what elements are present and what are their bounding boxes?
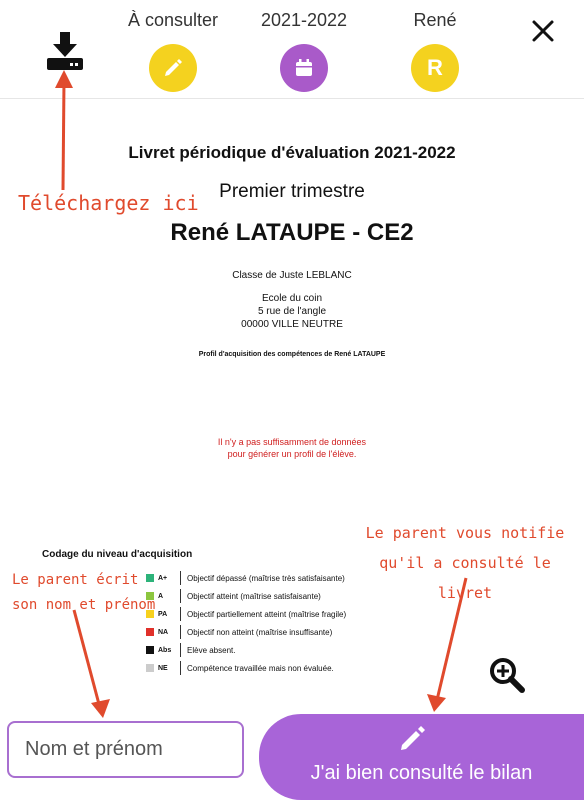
confirm-consulted-button[interactable] bbox=[259, 714, 584, 800]
confirm-label: J'ai bien consulté le bilan bbox=[310, 762, 533, 784]
pencil-icon bbox=[162, 57, 184, 79]
download-icon[interactable] bbox=[44, 32, 86, 72]
report-period: Premier trimestre bbox=[219, 181, 365, 202]
legend-divider bbox=[180, 643, 181, 657]
avatar-letter: R bbox=[427, 55, 443, 80]
name-input[interactable] bbox=[7, 721, 244, 778]
tab-student[interactable] bbox=[370, 8, 500, 92]
student-avatar[interactable] bbox=[411, 44, 459, 92]
tab-school-year[interactable] bbox=[239, 8, 369, 92]
annotation-line: qu'il a consulté le livret bbox=[379, 554, 551, 602]
legend-title: Codage du niveau d'acquisition bbox=[42, 549, 193, 560]
legend-swatch bbox=[146, 646, 154, 654]
tab-school-year-label: 2021-2022 bbox=[260, 10, 348, 30]
legend-row bbox=[42, 641, 372, 659]
tab-student-label: René bbox=[413, 10, 457, 30]
tab-to-consult-label: À consulter bbox=[127, 10, 219, 30]
top-bar bbox=[0, 0, 584, 99]
legend-description: Compétence travaillée mais non évaluée. bbox=[187, 663, 334, 673]
legend-swatch bbox=[146, 628, 154, 636]
zoom-in-icon[interactable] bbox=[489, 657, 525, 693]
profile-message-line: pour générer un profil de l'élève. bbox=[227, 449, 357, 459]
legend-code: Abs bbox=[158, 646, 172, 654]
close-icon[interactable] bbox=[528, 16, 558, 46]
legend-description: Objectif non atteint (maîtrise insuffisante) bbox=[187, 627, 333, 637]
annotation-parent-notifies bbox=[350, 518, 580, 608]
profile-message-line: Il n'y a pas suffisamment de données bbox=[217, 437, 367, 447]
legend-description: Objectif partiellement atteint (maîtrise fragile) bbox=[187, 609, 347, 619]
annotation-line: son nom et prénom bbox=[12, 597, 156, 613]
legend-divider bbox=[180, 607, 181, 621]
school-name: Ecole du coin bbox=[261, 293, 323, 304]
report-title: Livret périodique d'évaluation 2021-2022 bbox=[128, 143, 456, 162]
pencil-button[interactable] bbox=[149, 44, 197, 92]
legend-description: Objectif dépassé (maîtrise très satisfaisante) bbox=[187, 573, 345, 583]
legend-code: PA bbox=[158, 610, 168, 618]
calendar-icon bbox=[293, 57, 315, 79]
legend-code: A+ bbox=[158, 574, 168, 582]
legend-description: Objectif atteint (maîtrise satisfaisante) bbox=[187, 591, 321, 601]
legend-divider bbox=[180, 571, 181, 585]
legend-row bbox=[42, 659, 372, 677]
school-address bbox=[0, 292, 584, 331]
legend-code: NE bbox=[158, 664, 168, 672]
legend-divider bbox=[180, 625, 181, 639]
profile-heading: Profil d'acquisition des compétences de René LATAUPE bbox=[198, 351, 386, 358]
legend-code: A bbox=[158, 592, 164, 600]
school-street: 5 rue de l'angle bbox=[257, 306, 327, 317]
legend-row bbox=[42, 623, 372, 641]
tab-to-consult[interactable] bbox=[108, 8, 238, 92]
annotation-line: Le parent écrit bbox=[12, 572, 139, 588]
student-name: René LATAUPE - CE2 bbox=[170, 219, 414, 246]
annotation-download: Téléchargez ici bbox=[18, 191, 199, 215]
annotation-parent-writes bbox=[12, 568, 155, 618]
class-line: Classe de Juste LEBLANC bbox=[232, 270, 352, 281]
annotation-line: Le parent vous notifie bbox=[365, 524, 565, 542]
school-city: 00000 VILLE NEUTRE bbox=[241, 319, 343, 330]
legend-divider bbox=[180, 589, 181, 603]
legend-code: NA bbox=[158, 628, 169, 636]
legend-description: Elève absent. bbox=[187, 645, 236, 655]
profile-message bbox=[0, 436, 584, 460]
legend-divider bbox=[180, 661, 181, 675]
legend-swatch bbox=[146, 664, 154, 672]
pencil-icon bbox=[397, 724, 427, 754]
calendar-button[interactable] bbox=[280, 44, 328, 92]
